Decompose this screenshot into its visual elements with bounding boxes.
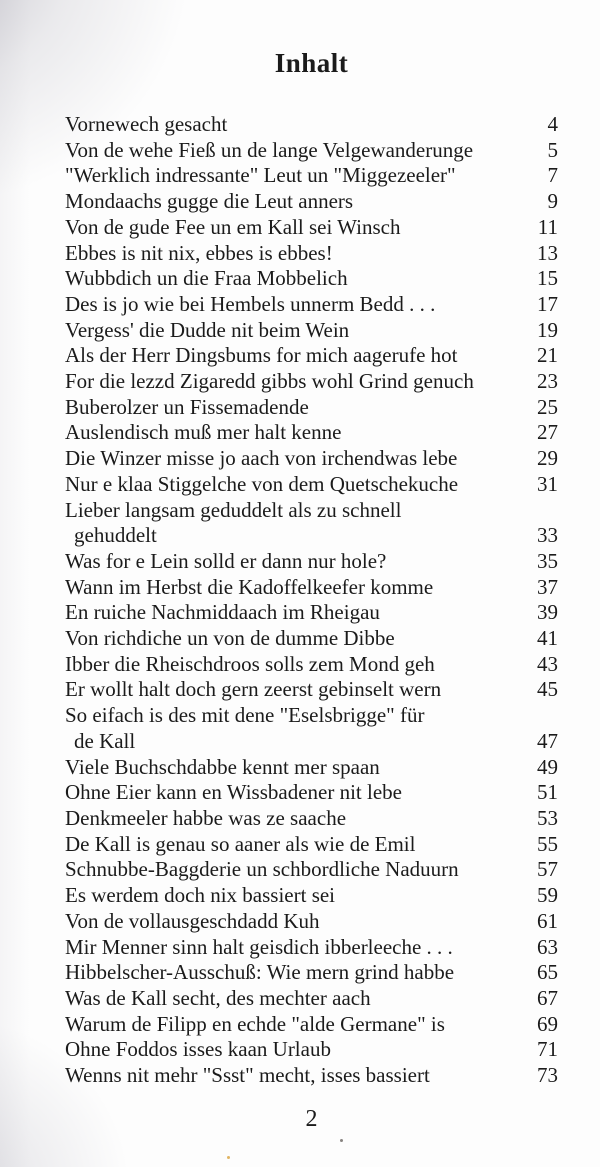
toc-entry-title	[65, 857, 522, 883]
toc-entry-title	[65, 652, 522, 678]
toc-row	[65, 241, 558, 267]
toc-row	[65, 883, 558, 909]
toc-row	[65, 215, 558, 241]
toc-entry-page: 57	[537, 857, 558, 882]
toc-entry-line: Ohne Foddos isses kaan Urlaub	[65, 1037, 331, 1062]
toc-entry-title	[65, 600, 522, 626]
toc-entry-title	[65, 395, 522, 421]
toc-entry-title	[65, 112, 522, 138]
toc-entry-line: de Kall	[74, 728, 136, 753]
toc-row	[65, 806, 558, 832]
toc-row	[65, 1012, 558, 1038]
toc-entry-title	[65, 832, 522, 858]
toc-entry-title	[65, 806, 522, 832]
toc-entry-line: For die lezzd Zigaredd gibbs wohl Grind genuch	[65, 369, 474, 394]
toc-row	[65, 575, 558, 601]
toc-row	[65, 626, 558, 652]
toc-entry-line: Wenns nit mehr "Ssst" mecht, isses bassiert	[65, 1063, 430, 1088]
scan-speck	[227, 1156, 230, 1159]
toc-entry-line: Von de gude Fee un em Kall sei Winsch	[65, 214, 401, 239]
toc-entry-page: 25	[537, 394, 558, 419]
toc-entry-line: Vergess' die Dudde nit beim Wein	[65, 317, 350, 342]
page-title: Inhalt	[274, 48, 349, 78]
toc-entry-title	[65, 446, 522, 472]
toc-entry-title	[65, 755, 522, 781]
toc-entry-page: 63	[537, 934, 558, 959]
toc-entry-line: Buberolzer un Fissemadende	[65, 394, 309, 419]
toc-row	[65, 498, 558, 549]
toc-entry-page: 33	[537, 523, 558, 548]
toc-entry-title	[65, 575, 522, 601]
toc-list	[65, 112, 558, 1089]
toc-entry-page: 59	[537, 883, 558, 908]
toc-row	[65, 112, 558, 138]
toc-entry-line: Was de Kall secht, des mechter aach	[65, 985, 371, 1010]
toc-row	[65, 677, 558, 703]
toc-entry-page: 7	[547, 163, 558, 188]
toc-row	[65, 472, 558, 498]
toc-entry-line: So eifach is des mit dene "Eselsbrigge" für	[65, 703, 425, 728]
toc-entry-line: Er wollt halt doch gern zeerst gebinselt wern	[65, 677, 442, 702]
toc-entry-page: 23	[537, 369, 558, 394]
toc-entry-page: 65	[537, 960, 558, 985]
toc-entry-line: Vornewech gesacht	[65, 112, 228, 136]
toc-entry-page: 43	[537, 651, 558, 676]
toc-entry-title	[65, 935, 522, 961]
toc-row	[65, 857, 558, 883]
toc-row	[65, 318, 558, 344]
toc-entry-title	[65, 1063, 522, 1089]
toc-row	[65, 652, 558, 678]
toc-entry-title	[65, 780, 522, 806]
toc-entry-line: Viele Buchschdabbe kennt mer spaan	[65, 754, 380, 779]
toc-entry-page: 67	[537, 985, 558, 1010]
toc-entry-line: Von richdiche un von de dumme Dibbe	[65, 626, 395, 651]
toc-row	[65, 138, 558, 164]
toc-entry-page: 27	[537, 420, 558, 445]
toc-entry-page: 49	[537, 754, 558, 779]
toc-entry-line: Ibber die Rheischdroos solls zem Mond geh	[65, 651, 435, 676]
toc-entry-title	[65, 1037, 522, 1063]
toc-row	[65, 189, 558, 215]
toc-row	[65, 1063, 558, 1089]
toc-entry-page: 55	[537, 831, 558, 856]
toc-row	[65, 1037, 558, 1063]
toc-entry-title	[65, 677, 522, 703]
toc-entry-title	[65, 138, 522, 164]
toc-entry-page: 15	[537, 266, 558, 291]
toc-entry-line: Ohne Eier kann en Wissbadener nit lebe	[65, 780, 402, 805]
toc-entry-title	[65, 163, 522, 189]
toc-entry-title	[65, 318, 522, 344]
toc-entry-title	[65, 883, 522, 909]
toc-entry-page: 21	[537, 343, 558, 368]
toc-row	[65, 986, 558, 1012]
toc-entry-title	[65, 626, 522, 652]
page-number: 2	[305, 1105, 318, 1132]
toc-row	[65, 266, 558, 292]
toc-entry-page: 41	[537, 626, 558, 651]
toc-entry-line: Wubbdich un die Fraa Mobbelich	[65, 266, 348, 291]
toc-entry-page: 53	[537, 805, 558, 830]
toc-entry-line: Lieber langsam geduddelt als zu schnell	[65, 497, 402, 522]
toc-entry-line: De Kall is genau so aaner als wie de Emil	[65, 831, 416, 856]
toc-entry-page: 37	[537, 574, 558, 599]
toc-entry-page: 73	[537, 1063, 558, 1088]
toc-row	[65, 163, 558, 189]
toc-row	[65, 292, 558, 318]
toc-row	[65, 780, 558, 806]
toc-entry-line: Warum de Filipp en echde "alde Germane" is	[65, 1011, 445, 1036]
toc-row	[65, 960, 558, 986]
toc-entry-title	[65, 703, 522, 754]
toc-entry-line: Denkmeeler habbe was ze saache	[65, 805, 347, 830]
toc-row	[65, 369, 558, 395]
toc-entry-page: 45	[537, 677, 558, 702]
scan-speck	[340, 1139, 343, 1142]
toc-entry-title	[65, 909, 522, 935]
toc-entry-page: 11	[537, 214, 558, 239]
toc-entry-title	[65, 189, 522, 215]
toc-entry-line: Schnubbe-Baggderie un schbordliche Naduurn	[65, 857, 459, 882]
toc-entry-page: 13	[537, 240, 558, 265]
toc-entry-page: 19	[537, 317, 558, 342]
toc-entry-page: 61	[537, 908, 558, 933]
toc-row	[65, 600, 558, 626]
toc-row	[65, 832, 558, 858]
toc-entry-page: 4	[547, 112, 558, 136]
toc-entry-title	[65, 241, 522, 267]
toc-row	[65, 549, 558, 575]
toc-entry-title	[65, 549, 522, 575]
toc-entry-page: 69	[537, 1011, 558, 1036]
toc-entry-title	[65, 343, 522, 369]
toc-entry-line: Es werdem doch nix bassiert sei	[65, 883, 336, 908]
toc-entry-line: Von de vollausgeschdadd Kuh	[65, 908, 320, 933]
toc-entry-title	[65, 420, 522, 446]
toc-entry-title	[65, 986, 522, 1012]
toc-entry-page: 35	[537, 548, 558, 573]
toc-entry-line: Von de wehe Fieß un de lange Velgewanderunge	[65, 137, 474, 162]
toc-entry-line: Wann im Herbst die Kadoffelkeefer komme	[65, 574, 434, 599]
toc-row	[65, 420, 558, 446]
toc-row	[65, 755, 558, 781]
toc-entry-page: 29	[537, 446, 558, 471]
toc-entry-page: 47	[537, 728, 558, 753]
toc-entry-line: Auslendisch muß mer halt kenne	[65, 420, 342, 445]
toc-entry-line: Was for e Lein solld er dann nur hole?	[65, 548, 387, 573]
toc-entry-title	[65, 1012, 522, 1038]
toc-entry-title	[65, 369, 522, 395]
toc-entry-title	[65, 472, 522, 498]
toc-entry-line: Ebbes is nit nix, ebbes is ebbes!	[65, 240, 333, 265]
toc-entry-page: 51	[537, 780, 558, 805]
toc-entry-page: 71	[537, 1037, 558, 1062]
toc-entry-line: Mondaachs gugge die Leut anners	[65, 189, 354, 214]
toc-entry-line: Als der Herr Dingsbums for mich aagerufe hot	[65, 343, 458, 368]
toc-entry-title	[65, 498, 522, 549]
toc-row	[65, 909, 558, 935]
toc-row	[65, 935, 558, 961]
toc-entry-title	[65, 215, 522, 241]
toc-row	[65, 395, 558, 421]
toc-entry-line: En ruiche Nachmiddaach im Rheigau	[65, 600, 380, 625]
toc-entry-line: Mir Menner sinn halt geisdich ibberleeche . . .	[65, 934, 453, 959]
toc-entry-page: 5	[547, 137, 558, 162]
toc-entry-title	[65, 266, 522, 292]
toc-entry-title	[65, 292, 522, 318]
toc-entry-line: gehuddelt	[74, 523, 157, 548]
toc-row	[65, 446, 558, 472]
toc-entry-line: Des is jo wie bei Hembels unnerm Bedd . . .	[65, 291, 436, 316]
toc-entry-line: Hibbelscher-Ausschuß: Wie mern grind habbe	[65, 960, 455, 985]
toc-row	[65, 703, 558, 754]
toc-entry-line: Nur e klaa Stiggelche von dem Quetschekuche	[65, 471, 459, 496]
toc-entry-page: 39	[537, 600, 558, 625]
toc-entry-page: 31	[537, 471, 558, 496]
toc-entry-line: Die Winzer misse jo aach von irchendwas lebe	[65, 446, 458, 471]
toc-row	[65, 343, 558, 369]
toc-entry-line: "Werklich indressante" Leut un "Miggezeeler"	[65, 163, 456, 188]
toc-entry-page: 9	[547, 189, 558, 214]
toc-entry-page: 17	[537, 291, 558, 316]
toc-entry-title	[65, 960, 522, 986]
